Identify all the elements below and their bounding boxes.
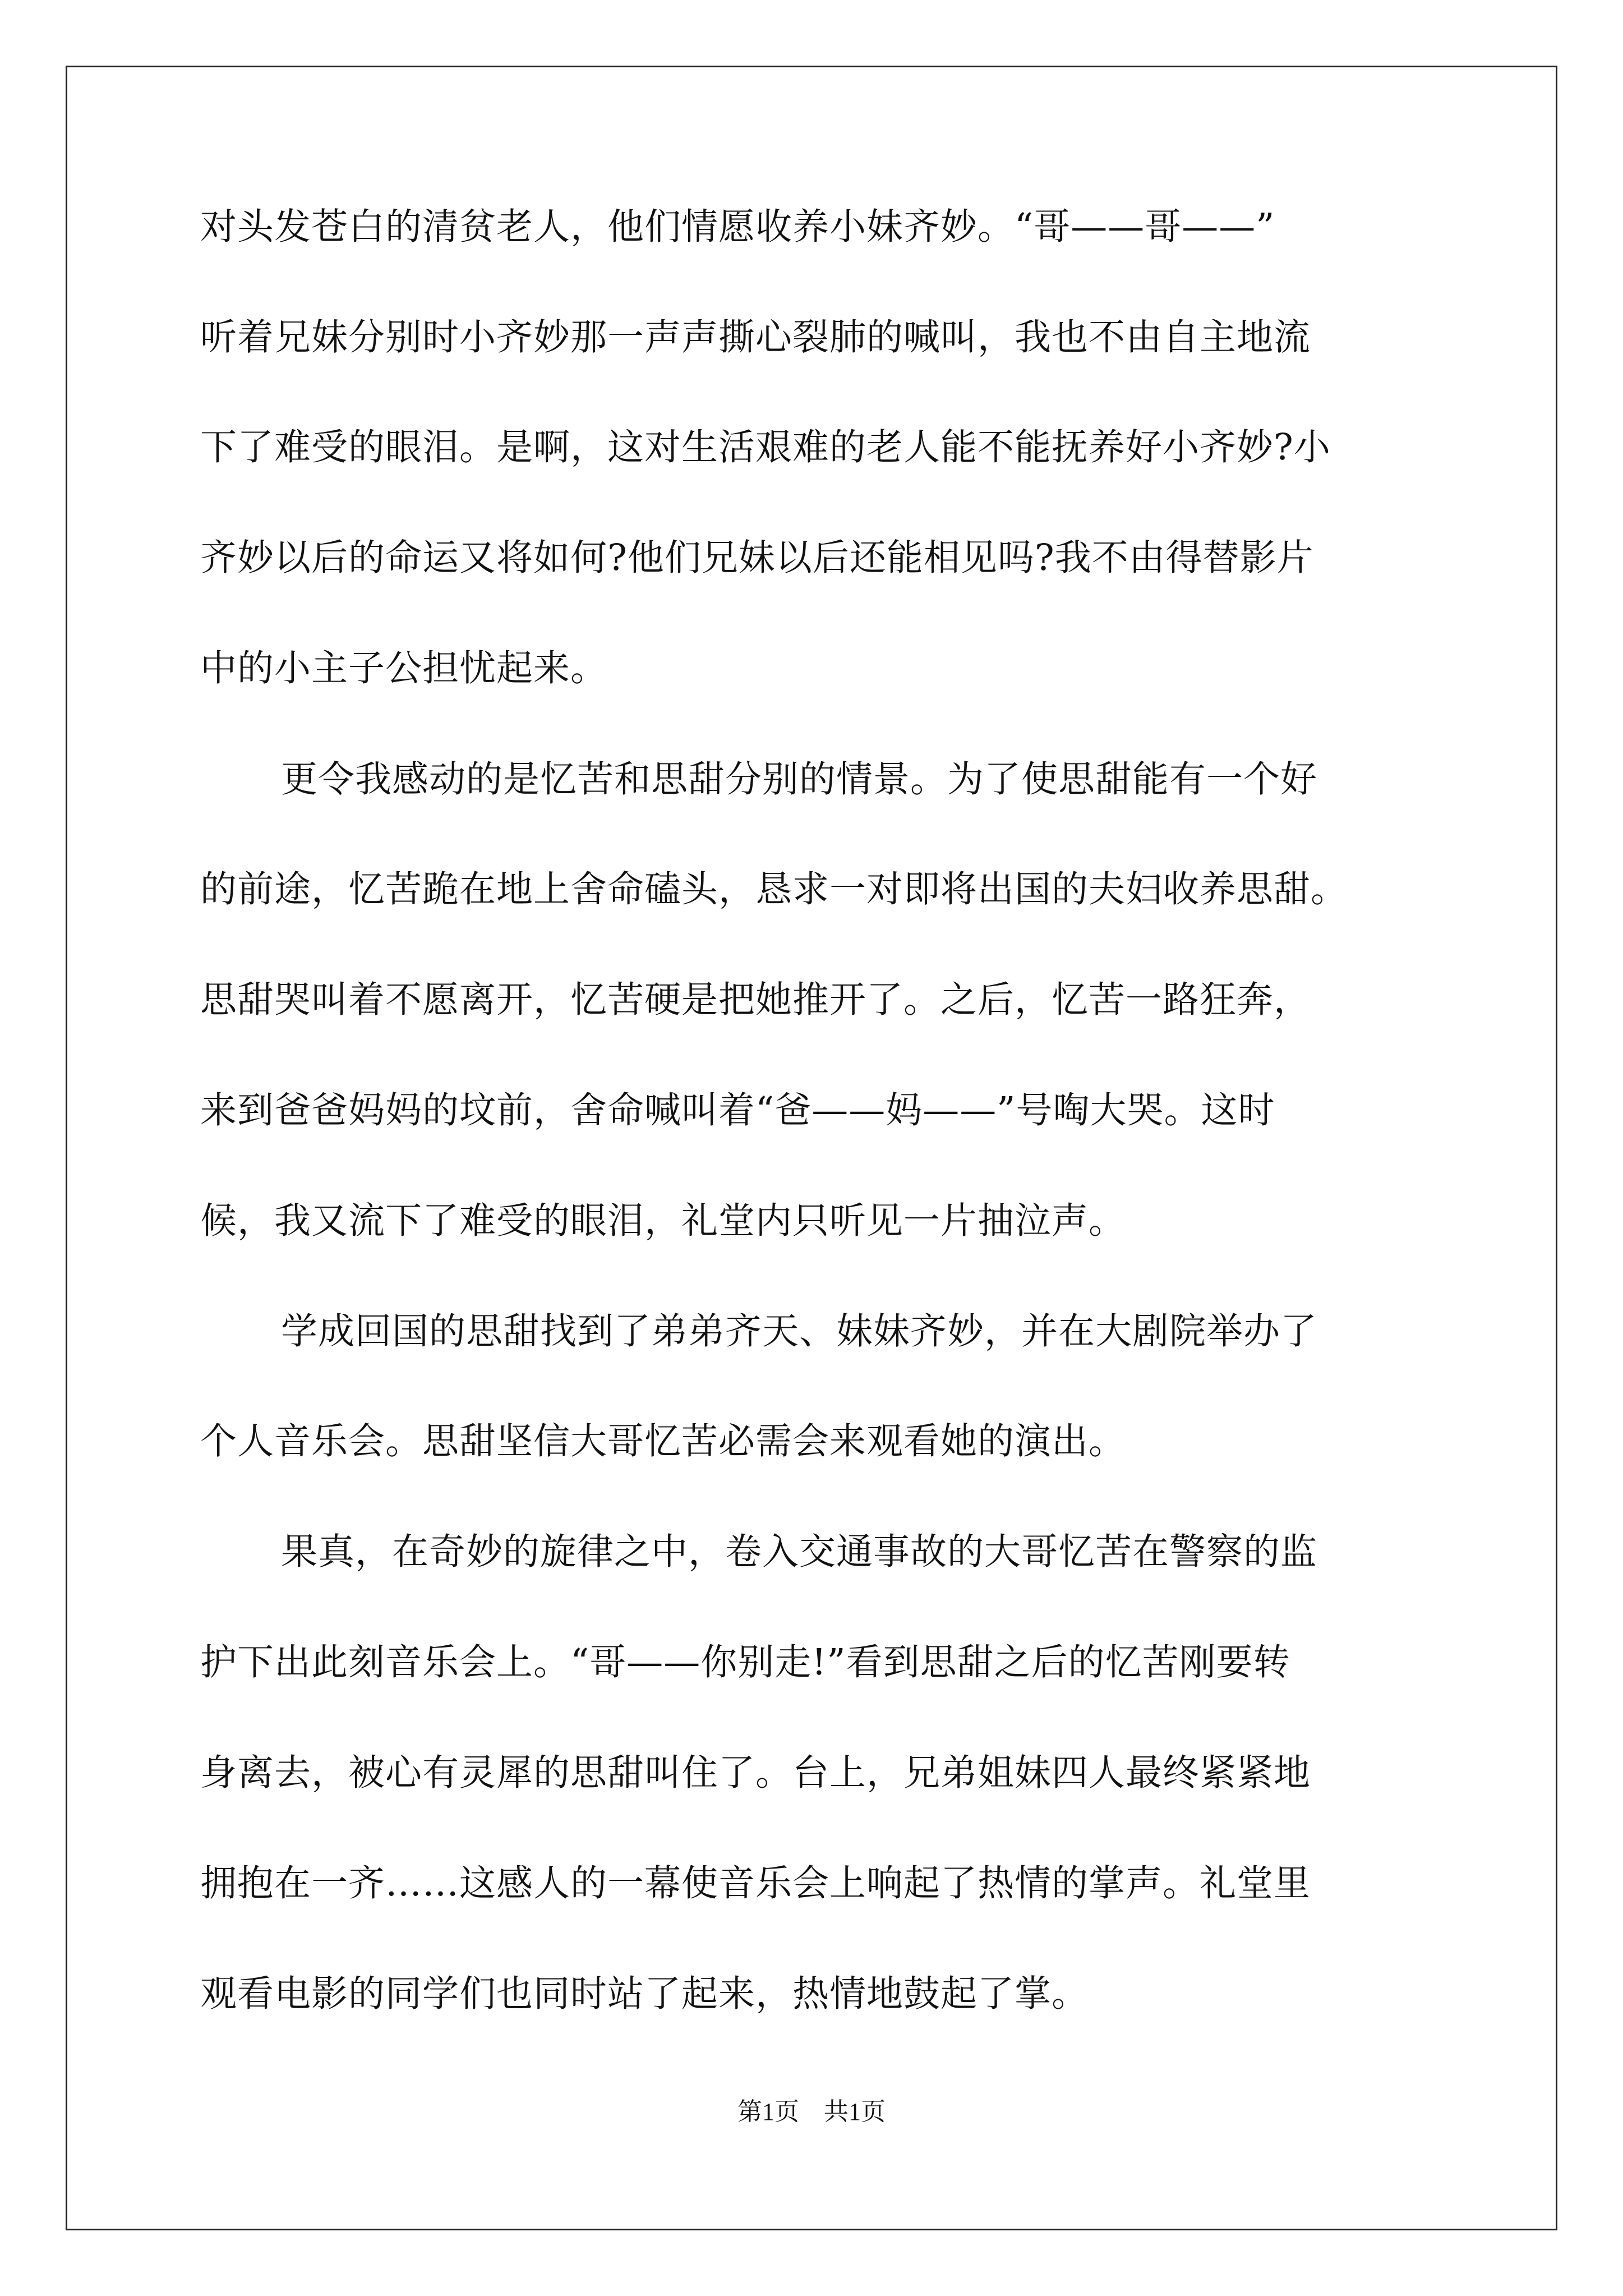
- text-line: 候，我又流下了难受的眼泪，礼堂内只听见一片抽泣声。: [200, 1200, 1126, 1242]
- paragraph-start-line: 学成回国的思甜找到了弟弟齐天、妹妹齐妙，并在大剧院举办了: [281, 1310, 1318, 1352]
- text-line: 护下出此刻音乐会上。“哥——你别走!”看到思甜之后的忆苦刚要转: [200, 1641, 1290, 1683]
- text-line: 对头发苍白的清贫老人，他们情愿收养小妹齐妙。“哥——哥——”: [200, 206, 1275, 248]
- text-line: 来到爸爸妈妈的坟前，舍命喊叫着“爸——妈——”号啕大哭。这时: [200, 1089, 1275, 1131]
- text-line: 听着兄妹分别时小齐妙那一声声撕心裂肺的喊叫，我也不由自主地流: [200, 316, 1311, 358]
- paragraph-start-line: 更令我感动的是忆苦和思甜分别的情景。为了使思甜能有一个好: [281, 758, 1318, 800]
- text-line: 拥抱在一齐……这感人的一幕使音乐会上响起了热情的掌声。礼堂里: [200, 1862, 1311, 1904]
- text-line: 齐妙以后的命运又将如何?他们兄妹以后还能相见吗?我不由得替影片: [200, 537, 1314, 579]
- text-line: 的前途，忆苦跪在地上舍命磕头，恳求一对即将出国的夫妇收养思甜。: [200, 868, 1348, 910]
- text-line: 个人音乐会。思甜坚信大哥忆苦必需会来观看她的演出。: [200, 1420, 1126, 1462]
- text-line: 身离去，被心有灵犀的思甜叫住了。台上，兄弟姐妹四人最终紧紧地: [200, 1752, 1311, 1794]
- text-line: 观看电影的同学们也同时站了起来，热情地鼓起了掌。: [200, 1973, 1089, 2015]
- page-number: 第1页 共1页: [737, 2098, 886, 2125]
- text-line: 中的小主子公担忧起来。: [200, 647, 608, 689]
- text-line: 思甜哭叫着不愿离开，忆苦硬是把她推开了。之后，忆苦一路狂奔，: [200, 979, 1311, 1021]
- paragraph-start-line: 果真，在奇妙的旋律之中，卷入交通事故的大哥忆苦在警察的监: [281, 1531, 1318, 1573]
- text-line: 下了难受的眼泪。是啊，这对生活艰难的老人能不能抚养好小齐妙?小: [200, 426, 1331, 468]
